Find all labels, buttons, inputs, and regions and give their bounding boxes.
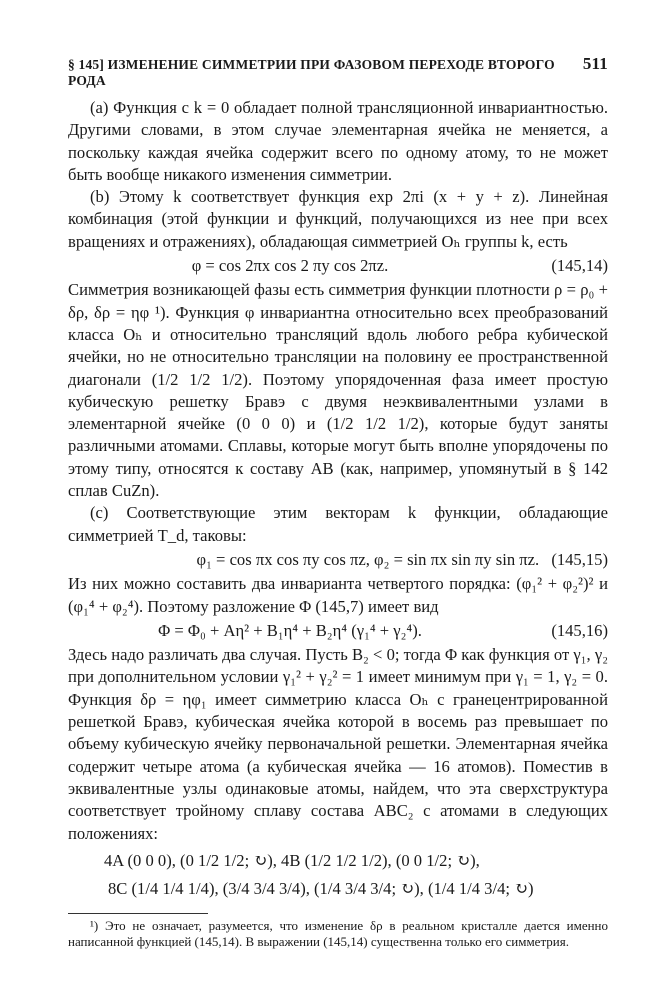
positions-line-2: 8C (1/4 1/4 1/4), (3/4 3/4 3/4), (1/4 3/4 3/4; ↻), (1/4 1/4 3/4; ↻) xyxy=(108,878,534,898)
paragraph-cases: Здесь надо различать два случая. Пусть B₂ < 0; тогда Φ как функция от γ₁, γ₂ при дополнительном условии γ₁² + γ₂² = 1 имеет минимум при γ₁ = 1, γ₂ = 0. Функция δρ = ηφ₁ имеет симметрию класса Oₕ с гранецентрированной решеткой Бравэ, кубическая ячейка которой в восемь раз превышает по объему кубическую ячейку первоначальной решетки. Элементарная ячейка содержит четыре атома (а кубическая ячейка — 16 атомов). Поместив в эквивалентные узлы одинаковые атомы, найдем, что эта сверхструктура соответствует тройному сплаву состава ABC₂ с атомами в следующих положениях: xyxy=(68,645,608,843)
paragraph-b: (b) Этому k соответствует функция exp 2πi (x + y + z). Линейная комбинация (этой функции и функций, получающихся из нее при всех вращениях и отражениях), обладающая симметрией Oₕ группы k, есть xyxy=(68,187,608,251)
equation-text: φ₁ = cos πx cos πy cos πz, φ₂ = sin πx sin πy sin πz. xyxy=(196,549,540,569)
paragraph-a: (a) Функция с k = 0 обладает полной трансляционной инвариантностью. Другими словами, в этом случае элементарная ячейка не меняется, а поскольку каждая ячейка содержит всего по одному атому, то не может быть вообще никакого изменения симметрии. xyxy=(68,98,608,184)
page-number: 511 xyxy=(582,54,608,73)
equation-145-15 xyxy=(68,549,608,571)
equation-number: (145,16) xyxy=(551,620,608,640)
running-header xyxy=(68,54,608,89)
equation-number: (145,15) xyxy=(551,549,608,569)
equation-145-14 xyxy=(68,255,608,277)
footnote: ¹) Это не означает, разумеется, что изменение δρ в реальном кристалле дается именно написанной функцией (145,14). В выражении (145,14) существенна только его симметрия. xyxy=(68,917,608,949)
paragraph-symmetry: Симметрия возникающей фазы есть симметрия функции плотности ρ = ρ₀ + δρ, δρ = ηφ ¹). Функция φ инвариантна относительно всех преобразований класса Oₕ и относительно трансляций вдоль любого ребра кубической ячейки, но не относительно трансляции на половину ее пространственной диагонали (1/2 1/2 1/2). Поэтому упорядоченная фаза имеет простую кубическую решетку Бравэ с двумя неэквивалентными узлами в элементарной ячейке (0 0 0) и (1/2 1/2 1/2), которые будут заняты различными атомами. Сплавы, которые могут быть вполне упорядочены по этому типу, относятся к составу AB (как, например, упомянутый в § 142 сплав CuZn). xyxy=(68,280,608,501)
equation-number: (145,14) xyxy=(551,256,608,276)
equation-text: φ = cos 2πx cos 2 πy cos 2πz. xyxy=(191,256,389,276)
paragraph-c: (c) Соответствующие этим векторам k функции, обладающие симметрией T_d, таковы: xyxy=(68,503,608,545)
equation-145-16 xyxy=(68,620,608,642)
header-title: § 145] ИЗМЕНЕНИЕ СИММЕТРИИ ПРИ ФАЗОВОМ ПЕРЕХОДЕ ВТОРОГО РОДА xyxy=(68,57,555,88)
footnote-divider xyxy=(68,913,208,914)
equation-text: Φ = Φ₀ + Aη² + B₁η⁴ + B₂η⁴ (γ₁⁴ + γ₂⁴). xyxy=(158,620,422,640)
paragraph-invariants: Из них можно составить два инварианта четвертого порядка: (φ₁² + φ₂²)² и (φ₁⁴ + φ₂⁴). Поэтому разложение Φ (145,7) имеет вид xyxy=(68,574,608,616)
positions-line-1: 4A (0 0 0), (0 1/2 1/2; ↻), 4B (1/2 1/2 1/2), (0 0 1/2; ↻), xyxy=(104,850,480,870)
